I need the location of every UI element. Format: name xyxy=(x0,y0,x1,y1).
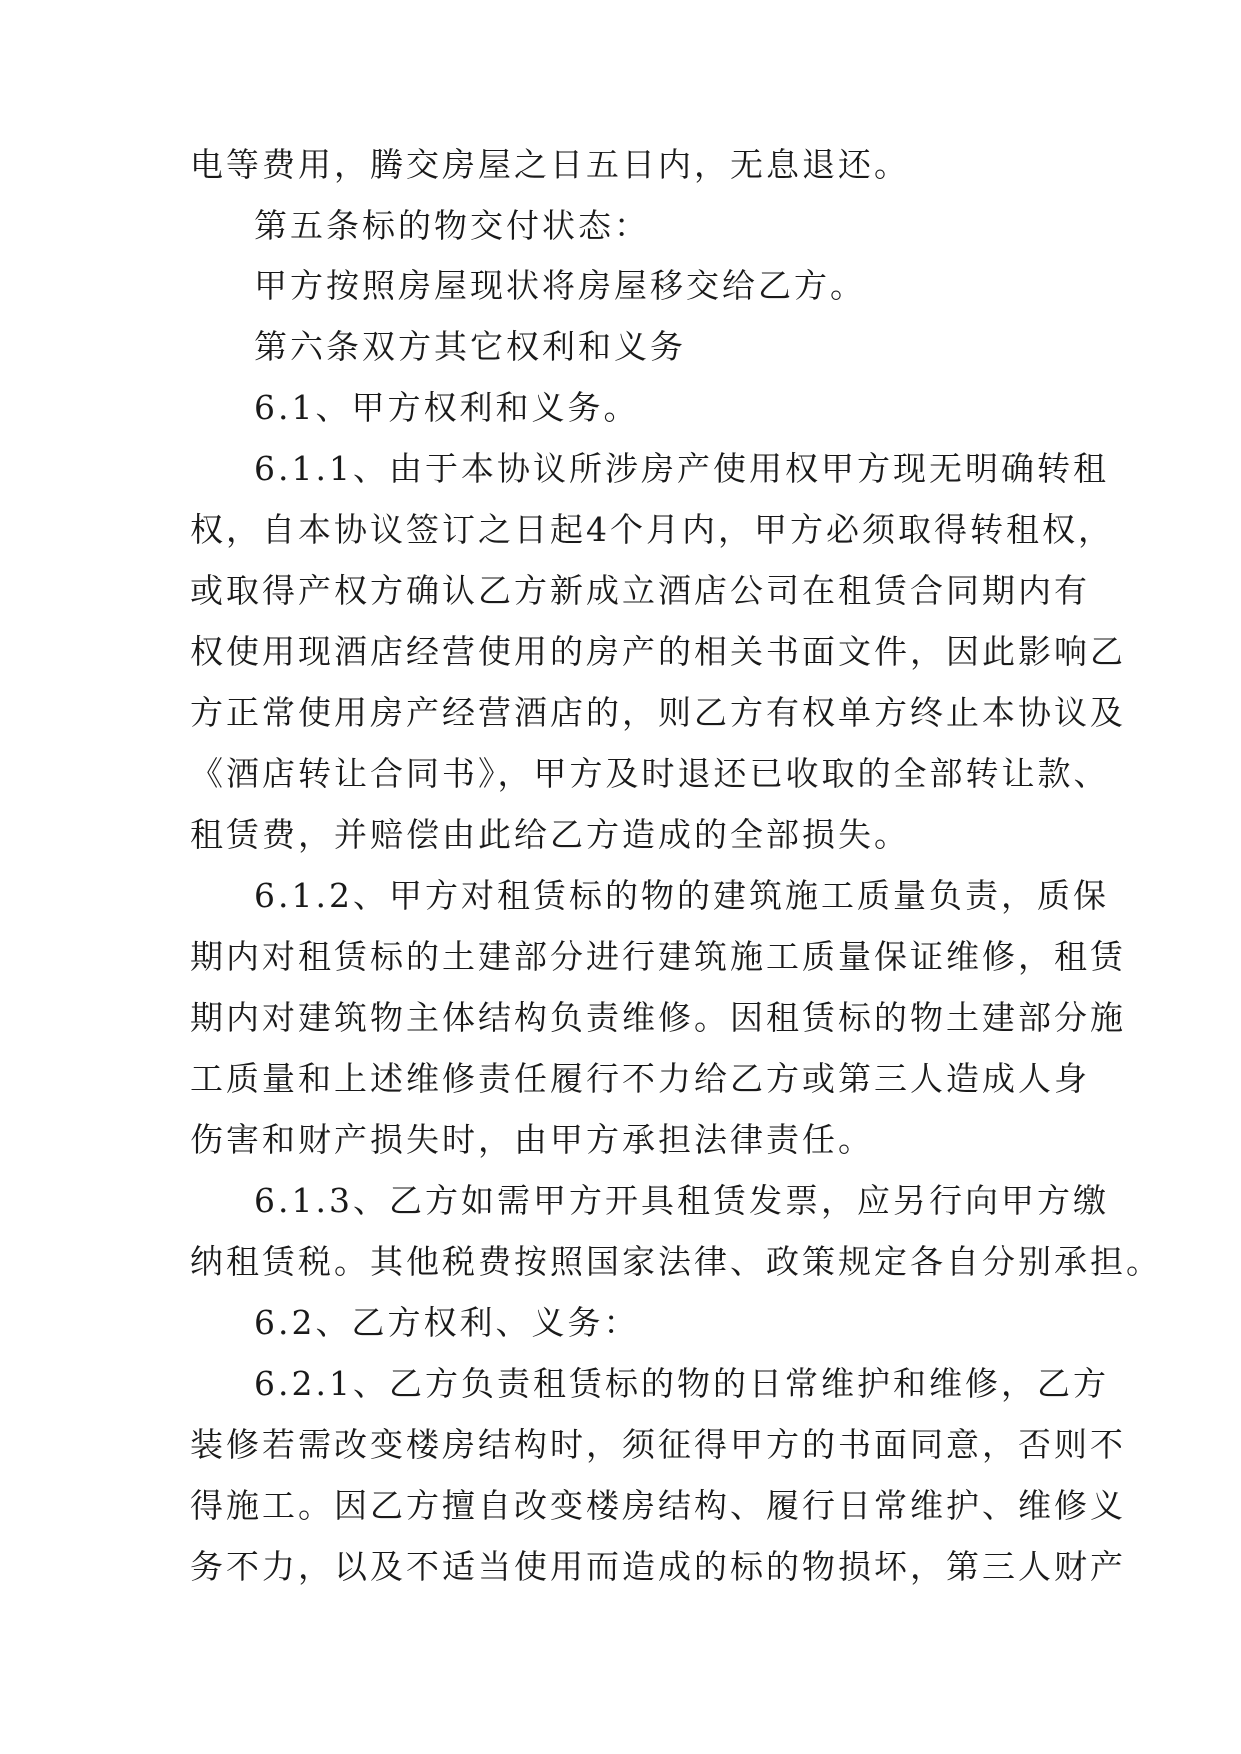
text-line: 工质量和上述维修责任履行不力给乙方或第三人造成人身 xyxy=(190,1059,1090,1098)
text-line: 租赁费，并赔偿由此给乙方造成的全部损失。 xyxy=(190,815,910,854)
text-line: 电等费用，腾交房屋之日五日内，无息退还。 xyxy=(190,145,910,184)
text-line: 甲方按照房屋现状将房屋移交给乙方。 xyxy=(254,266,866,305)
text-line: 得施工。因乙方擅自改变楼房结构、履行日常维护、维修义 xyxy=(190,1486,1126,1525)
text-line: 6.1.2、甲方对租赁标的物的建筑施工质量负责，质保 xyxy=(254,876,1109,915)
section-heading: 第五条标的物交付状态： xyxy=(254,206,650,245)
text-line: 6.2.1、乙方负责租赁标的物的日常维护和维修，乙方 xyxy=(254,1364,1109,1403)
text-line: 纳租赁税。其他税费按照国家法律、政策规定各自分别承担。 xyxy=(190,1242,1162,1281)
text-line: 权，自本协议签订之日起4个月内，甲方必须取得转租权， xyxy=(190,510,1114,549)
text-line: 期内对建筑物主体结构负责维修。因租赁标的物土建部分施 xyxy=(190,998,1126,1037)
clause-heading: 6.1、甲方权利和义务。 xyxy=(254,388,640,427)
clause-heading: 6.2、乙方权利、义务： xyxy=(254,1303,640,1342)
text-line: 权使用现酒店经营使用的房产的相关书面文件，因此影响乙 xyxy=(190,632,1126,671)
section-heading: 第六条双方其它权利和义务 xyxy=(254,327,686,366)
text-line: 伤害和财产损失时，由甲方承担法律责任。 xyxy=(190,1120,874,1159)
text-line: 6.1.1、由于本协议所涉房产使用权甲方现无明确转租 xyxy=(254,449,1109,488)
text-line: 务不力，以及不适当使用而造成的标的物损坏，第三人财产 xyxy=(190,1547,1126,1586)
text-line: 或取得产权方确认乙方新成立酒店公司在租赁合同期内有 xyxy=(190,571,1090,610)
text-line: 装修若需改变楼房结构时，须征得甲方的书面同意，否则不 xyxy=(190,1425,1126,1464)
text-line: 6.1.3、乙方如需甲方开具租赁发票，应另行向甲方缴 xyxy=(254,1181,1109,1220)
text-line: 方正常使用房产经营酒店的，则乙方有权单方终止本协议及 xyxy=(190,693,1126,732)
text-line: 期内对租赁标的土建部分进行建筑施工质量保证维修，租赁 xyxy=(190,937,1126,976)
text-line: 《酒店转让合同书》，甲方及时退还已收取的全部转让款、 xyxy=(190,754,1110,793)
